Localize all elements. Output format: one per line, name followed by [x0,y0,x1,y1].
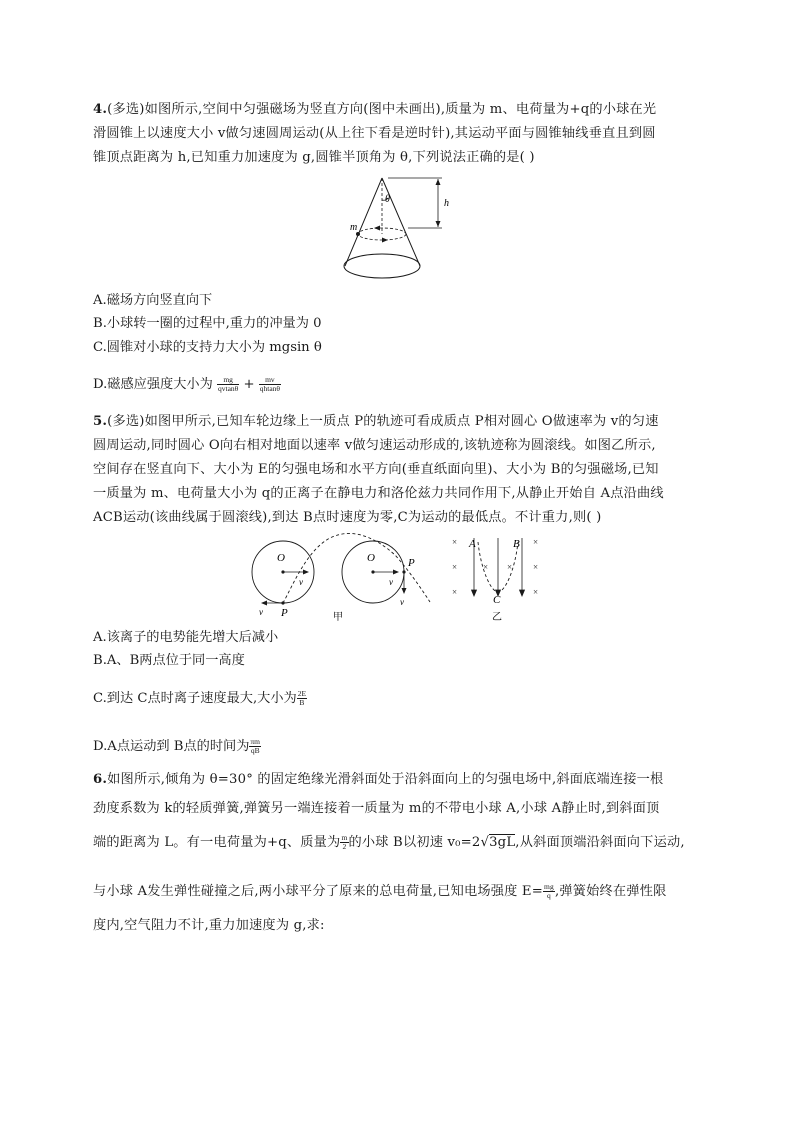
svg-text:×: × [452,562,458,572]
label-m: m [350,222,358,233]
q5-line5: ACB运动(该曲线属于圆滚线),到达 B点时速度为零,C为运动的最低点。不计重力,则( ) [93,510,602,525]
q4-option-a: A.磁场方向竖直向下 [93,293,213,308]
q5-number: 5. [93,414,108,429]
label-p1: P [281,607,288,619]
q4-option-b: B.小球转一圈的过程中,重力的冲量为 0 [93,316,322,331]
q5-line1: 5.(多选)如图甲所示,已知车轮边缘上一质点 P的轨迹可看成质点 P相对圆心 O做速率为 v的匀速 [93,414,659,429]
label-h: h [444,198,449,209]
q4-d-fraction-1: $\frac{mg}{qvtan\theta}$ [218,375,239,393]
q5-option-d: D.A点运动到 B点的时间为 $\frac{\pi m}{qB}$ [93,737,261,755]
q5-option-c: C.到达 C点时离子速度最大,大小为 $\frac{2E}{B}$ [93,689,307,707]
label-theta: θ [385,194,390,205]
q4-line3: 锥顶点距离为 h,已知重力加速度为 g,圆锥半顶角为 θ,下列说法正确的是( ) [93,150,535,165]
orbit-arrow-2 [382,238,388,243]
q5-option-a: A.该离子的电势能先增大后减小 [93,630,279,645]
svg-text:×: × [507,562,513,572]
svg-text:×: × [533,562,539,572]
q4-option-c: C.圆锥对小球的支持力大小为 mgsin θ [93,340,322,355]
q4-line1: 4.(多选)如图所示,空间中匀强磁场为竖直方向(图中未画出),质量为 m、电荷量为+q的小球在光 [93,102,657,117]
q6-line2: 劲度系数为 k的轻质弹簧,弹簧另一端连接着一质量为 m的不带电小球 A,小球 A静止时,到斜面顶 [93,801,660,816]
q6-number: 6. [93,772,108,787]
magnetic-crosses [452,537,538,597]
label-c: C [493,594,501,606]
svg-text:v: v [400,597,404,607]
q6-line3: 端的距离为 L。有一电荷量为+q、质量为 $\frac{m}{2}$ 的小球 B以初速 v₀=2√3gL,从斜面顶端沿斜面向下运动, [93,833,685,851]
cone-base [344,254,420,278]
q6-field-fraction: $\frac{mg}{q}$ [544,882,554,900]
q6-mass-fraction: $\frac{m}{2}$ [341,833,348,851]
q4-stem [93,98,695,170]
label-o1: O [277,552,285,564]
q4-number: 4. [93,102,108,117]
q5-d-fraction: $\frac{\pi m}{qB}$ [250,737,261,755]
q5-line3: 空间存在竖直向下、大小为 E的匀强电场和水平方向(垂直纸面向里)、大小为 B的匀强磁场,已知 [93,462,659,477]
svg-text:v: v [259,607,263,617]
svg-text:×: × [533,587,539,597]
label-a: A [469,538,476,550]
q5-line4: 一质量为 m、电荷量大小为 q的正离子在静电力和洛伦兹力共同作用下,从静止开始自 A点沿曲线 [93,486,664,501]
label-p2: P [408,557,415,569]
q6-line1: 6.如图所示,倾角为 θ=30° 的固定绝缘光滑斜面处于沿斜面向上的匀强电场中,斜面底端连接一根 [93,772,664,787]
label-yi: 乙 [492,612,502,623]
q4-option-d: D.磁感应强度大小为 $\frac{mg}{qvtan\theta}$ + $\frac{mv}{qhtan\theta}$ [93,375,280,393]
q4-line2: 滑圆锥上以速度大小 v做匀速圆周运动(从上往下看是逆时针),其运动平面与圆锥轴线垂直且到圆 [93,126,656,141]
field-figure-yi [445,530,555,625]
cone-figure [330,170,470,285]
q5-line2: 圆周运动,同时圆心 O向右相对地面以速率 v做匀速运动形成的,该轨迹称为圆滚线。如图乙所示, [93,438,656,453]
q5-c-fraction: $\frac{2E}{B}$ [297,689,307,707]
svg-text:×: × [483,562,489,572]
svg-text:O: O [367,552,375,564]
q4-d-fraction-2: $\frac{mv}{qhtan\theta}$ [259,375,280,393]
label-jia: 甲 [333,612,343,623]
q5-stem [93,410,695,530]
orbit-arrow [374,226,380,231]
svg-text:×: × [452,537,458,547]
svg-text:×: × [452,587,458,597]
svg-text:v: v [299,577,303,587]
q6-line5: 度内,空气阻力不计,重力加速度为 g,求: [93,918,325,933]
cycloid-figure-jia [245,530,440,625]
q6-line4: 与小球 A发生弹性碰撞之后,两小球平分了原来的总电荷量,已知电场强度 E= $\frac{mg}{q}$ ,弹簧始终在弹性限 [93,882,667,900]
sqrt-symbol: √ [480,835,490,850]
svg-text:v: v [389,577,393,587]
label-b: B [513,538,520,550]
svg-text:×: × [533,537,539,547]
q5-option-b: B.A、B两点位于同一高度 [93,653,245,668]
sqrt-radicand: 3gL [489,835,516,850]
